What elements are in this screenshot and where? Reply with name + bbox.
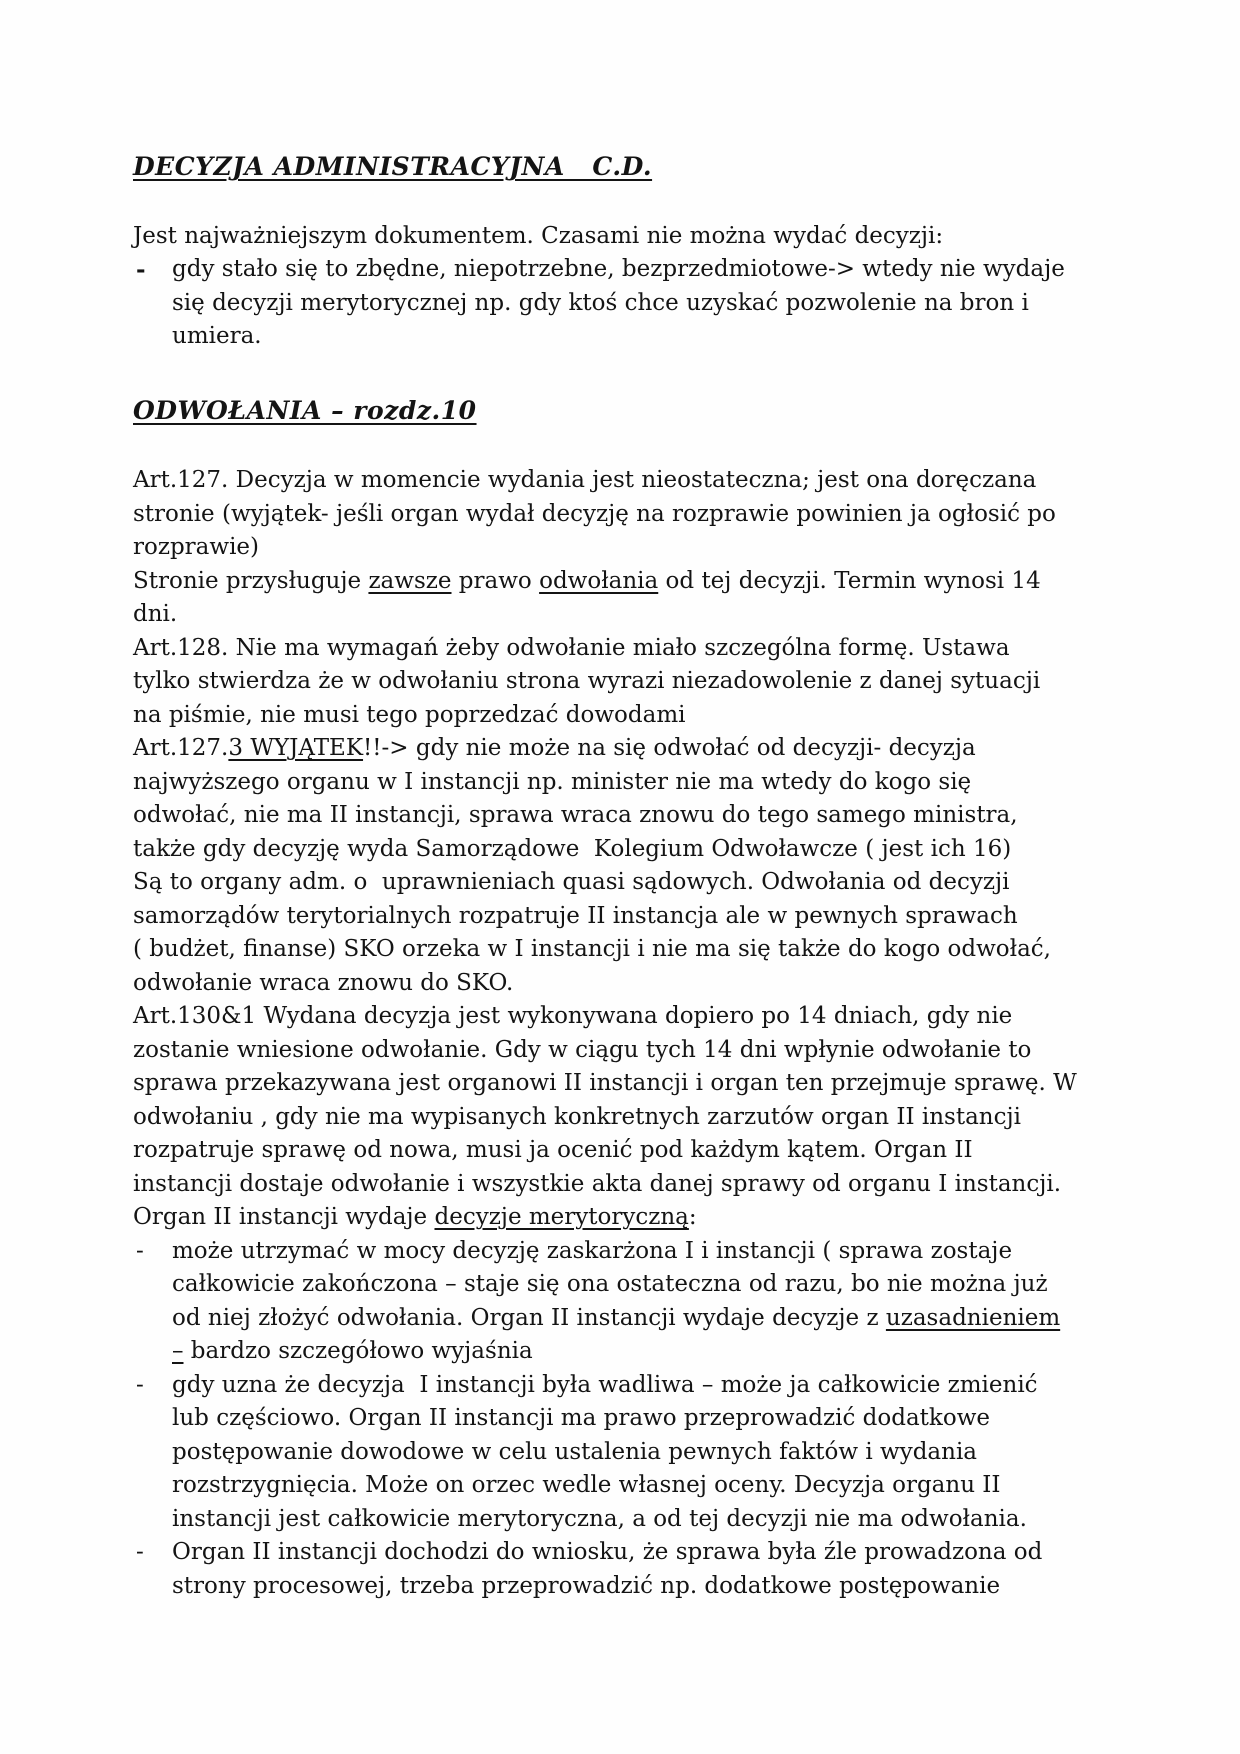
text-line	[133, 866, 1143, 900]
text-line	[172, 1536, 1143, 1570]
text-segment: odwołanie wraca znowu do SKO.	[133, 969, 514, 996]
text-segment: instancji dostaje odwołanie i wszystkie akta danej sprawy od organu I instancji.	[133, 1170, 1062, 1197]
bullet-marker: -	[136, 256, 146, 283]
bullet-marker: -	[136, 1539, 144, 1565]
text-segment: najwyższego organu w I instancji np. minister nie ma wtedy do kogo się	[133, 768, 972, 795]
text-segment: stronie (wyjątek- jeśli organ wydał decyzję na rozprawie powinien ja ogłosić po	[133, 500, 1056, 527]
text-segment: całkowicie zakończona – staje się ona ostateczna od razu, bo nie można już	[172, 1271, 1048, 1297]
section-heading	[133, 394, 1143, 428]
text-segment: Art.130&1 Wydana decyzja jest wykonywana dopiero po 14 dniach, gdy nie	[133, 1003, 1013, 1029]
text-line	[172, 320, 1143, 354]
list-item	[133, 253, 1143, 354]
text-segment: Organ II instancji dochodzi do wniosku, że sprawa była źle prowadzona od	[172, 1539, 1043, 1565]
text-segment: może utrzymać w mocy decyzję zaskarżona I i instancji ( sprawa zostaje	[172, 1237, 1013, 1264]
text-line	[133, 766, 1143, 800]
text-line	[133, 1134, 1143, 1168]
text-segment: Są to organy adm. o uprawnieniach quasi sądowych. Odwołania od decyzji	[133, 869, 1010, 895]
text-segment: umiera.	[172, 323, 262, 349]
text-line	[133, 598, 1143, 632]
text-line	[133, 531, 1143, 565]
text-segment: Art.127.	[133, 735, 229, 761]
text-segment: od niej złożyć odwołania. Organ II instancji wydaje decyzje z	[172, 1304, 886, 1331]
text-line	[172, 1369, 1143, 1403]
underlined-text: –	[172, 1338, 184, 1364]
text-line	[172, 1469, 1143, 1503]
text-line	[172, 1570, 1143, 1604]
document-content	[133, 150, 1143, 1603]
text-segment: rozstrzygnięcia. Może on orzec wedle własnej oceny. Decyzja organu II	[172, 1472, 1001, 1498]
text-line	[172, 1235, 1143, 1269]
text-segment: gdy stało się to zbędne, niepotrzebne, bezprzedmiotowe-> wtedy nie wydaje	[172, 256, 1065, 282]
text-line	[133, 933, 1143, 967]
list-item	[133, 1536, 1143, 1603]
text-segment: prawo	[451, 567, 540, 594]
text-segment: Art.128. Nie ma wymagań żeby odwołanie miało szczególna formę. Ustawa	[133, 634, 1010, 661]
text-line	[133, 732, 1143, 766]
text-line	[133, 632, 1143, 666]
text-segment: postępowanie dowodowe w celu ustalenia pewnych faktów i wydania	[172, 1438, 978, 1465]
underlined-text: odwołania	[539, 567, 659, 594]
text-segment: ( budżet, finanse) SKO orzeka w I instancji i nie ma się także do kogo odwołać,	[133, 936, 1051, 962]
underlined-text: decyzje merytoryczną	[434, 1204, 689, 1230]
underlined-text: 3 WYJĄTEK	[228, 735, 364, 761]
text-line	[133, 967, 1143, 1001]
text-segment: lub częściowo. Organ II instancji ma prawo przeprowadzić dodatkowe	[172, 1405, 991, 1431]
text-segment: :	[688, 1204, 697, 1230]
text-line	[133, 1067, 1143, 1101]
text-line	[133, 498, 1143, 532]
text-segment: bardzo szczegółowo wyjaśnia	[183, 1338, 533, 1364]
text-segment: samorządów terytorialnych rozpatruje II instancja ale w pewnych sprawach	[133, 902, 1018, 929]
text-line	[172, 1402, 1143, 1436]
text-line	[133, 1168, 1143, 1202]
text-segment: rozpatruje sprawę od nowa, musi ja ocenić pod każdym kątem. Organ II	[133, 1137, 973, 1163]
paragraph	[133, 220, 1143, 254]
bullet-list	[133, 253, 1143, 354]
text-segment: Stronie przysługuje	[133, 567, 369, 594]
text-line	[133, 699, 1143, 733]
text-segment: sprawa przekazywana jest organowi II instancji i organ ten przejmuje sprawę. W	[133, 1070, 1077, 1096]
text-line	[133, 799, 1143, 833]
text-line	[133, 1034, 1143, 1068]
text-line	[172, 1436, 1143, 1470]
text-line	[133, 1201, 1143, 1235]
document-title	[133, 150, 1143, 184]
text-line	[172, 1335, 1143, 1369]
text-segment: także gdy decyzję wyda Samorządowe Kolegium Odwoławcze ( jest ich 16)	[133, 835, 1012, 862]
paragraph	[133, 464, 1143, 1235]
list-item	[133, 1369, 1143, 1537]
text-segment: instancji jest całkowicie merytoryczna, a od tej decyzji nie ma odwołania.	[172, 1505, 1027, 1532]
text-line	[172, 287, 1143, 321]
underlined-text: zawsze	[368, 567, 452, 594]
text-segment: odwołać, nie ma II instancji, sprawa wraca znowu do tego samego ministra,	[133, 802, 1018, 828]
text-segment: tylko stwierdza że w odwołaniu strona wyrazi niezadowolenie z danej sytuacji	[133, 668, 1041, 694]
text-segment: od tej decyzji. Termin wynosi 14	[658, 567, 1041, 594]
bullet-marker: -	[136, 1237, 144, 1264]
text-line	[133, 394, 1143, 428]
text-line	[133, 833, 1143, 867]
text-line	[133, 1000, 1143, 1034]
text-line	[133, 900, 1143, 934]
text-line	[133, 220, 1143, 254]
underlined-text: ODWOŁANIA – rozdz.10	[133, 395, 477, 425]
text-line	[133, 565, 1143, 599]
text-line	[133, 1101, 1143, 1135]
text-segment: na piśmie, nie musi tego poprzedzać dowodami	[133, 701, 686, 728]
text-segment: strony procesowej, trzeba przeprowadzić np. dodatkowe postępowanie	[172, 1572, 1001, 1599]
text-segment: dni.	[133, 601, 178, 627]
text-line	[172, 253, 1143, 287]
bullet-list	[133, 1235, 1143, 1604]
text-segment: zostanie wniesione odwołanie. Gdy w ciągu tych 14 dni wpłynie odwołanie to	[133, 1036, 1032, 1063]
text-segment: Art.127. Decyzja w momencie wydania jest nieostateczna; jest ona doręczana	[133, 467, 1037, 493]
text-segment: Jest najważniejszym dokumentem. Czasami nie można wydać decyzji:	[133, 222, 944, 249]
text-segment: rozprawie)	[133, 534, 260, 560]
text-segment: się decyzji merytorycznej np. gdy ktoś chce uzyskać pozwolenie na bron i	[172, 289, 1029, 316]
text-line	[133, 665, 1143, 699]
text-segment: !!-> gdy nie może na się odwołać od decyzji- decyzja	[363, 735, 976, 761]
text-segment: gdy uzna że decyzja I instancji była wadliwa – może ja całkowicie zmienić	[172, 1371, 1038, 1398]
list-item	[133, 1235, 1143, 1369]
text-line	[172, 1268, 1143, 1302]
bullet-marker: -	[136, 1371, 144, 1398]
underlined-text: DECYZJA ADMINISTRACYJNA C.D.	[133, 152, 653, 181]
text-line	[172, 1302, 1143, 1336]
text-line	[172, 1503, 1143, 1537]
text-line	[133, 464, 1143, 498]
underlined-text: uzasadnieniem	[885, 1304, 1061, 1331]
text-segment: Organ II instancji wydaje	[133, 1204, 435, 1230]
text-segment: odwołaniu , gdy nie ma wypisanych konkretnych zarzutów organ II instancji	[133, 1103, 1021, 1130]
text-line	[133, 150, 1143, 184]
